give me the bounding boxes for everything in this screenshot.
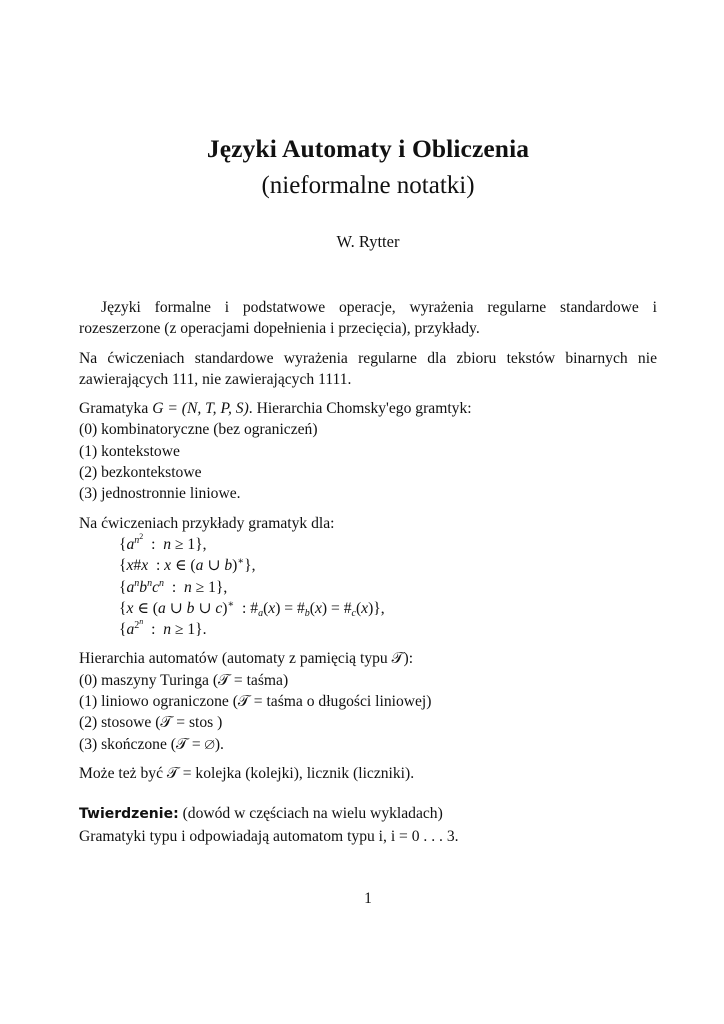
- automata-level: (1) liniowo ograniczone (𝒯 = taśma o długości liniowej): [79, 693, 432, 711]
- theorem-section: [79, 803, 657, 847]
- page-number: 1: [364, 890, 372, 907]
- theorem-label: Twierdzenie:: [79, 806, 179, 823]
- grammar-level: (1) kontekstowe: [79, 442, 180, 460]
- grammar-level: (0) kombinatoryczne (bez ograniczeń): [79, 421, 318, 439]
- theorem-heading: [79, 803, 657, 825]
- example-language: {$a^{2^n}$ : n ≥ 1}.: [119, 617, 207, 639]
- document-subtitle: (nieformalne notatki): [261, 172, 475, 199]
- document-body: [79, 297, 657, 847]
- examples-section: [79, 513, 657, 641]
- theorem-statement: Gramatyki typu i odpowiadają automatom typu i, i = 0 . . . 3.: [79, 827, 459, 845]
- document-author: W. Rytter: [336, 232, 400, 251]
- example-language: {x#x : x ∈ (a ∪ b)∗},: [119, 556, 256, 575]
- grammar-level: (2) bezkontekstowe: [79, 464, 202, 482]
- examples-intro: Na ćwiczeniach przykłady gramatyk dla:: [79, 514, 335, 532]
- automata-intro: Hierarchia automatów (automaty z pamięcią typu 𝒯):: [79, 650, 414, 668]
- theorem-note: (dowód w częściach na wielu wykladach): [182, 805, 443, 823]
- exercise-paragraph: Na ćwiczeniach standardowe wyrażenia regularne dla zbioru tekstów binarnych nie zawierających 111, nie zawierających 1111.: [79, 349, 657, 388]
- automata-extra: Może też być 𝒯 = kolejka (kolejki), licznik (liczniki).: [79, 764, 415, 782]
- automata-level: (0) maszyny Turinga (𝒯 = taśma): [79, 671, 289, 689]
- example-language: {$a^{n^2}$ : n ≥ 1},: [119, 531, 207, 553]
- grammar-section: [79, 398, 657, 504]
- example-language: {$a^nb^nc^n$ : n ≥ 1},: [119, 577, 228, 596]
- grammar-tuple: G = (N, T, P, S): [152, 400, 249, 418]
- automata-level: (2) stosowe (𝒯 = stos ): [79, 714, 223, 732]
- document-title: Języki Automaty i Obliczenia: [206, 134, 530, 163]
- automata-level: (3) skończone (𝒯 = ∅).: [79, 735, 224, 753]
- grammar-heading: Gramatyka G = (N, T, P, S). Hierarchia Chomsky'ego gramtyk:: [79, 400, 472, 418]
- example-language: {x ∈ (a ∪ b ∪ c)∗ : $\#_a(x)$ = $\#_b(x)$ = $\#_c(x)$},: [119, 598, 385, 619]
- automata-section: [79, 648, 657, 784]
- intro-paragraph: Języki formalne i podstatwowe operacje, wyrażenia regularne standardowe i rozeszerzone (z operacjami dopełnienia i przecięcia), przykłady.: [79, 299, 657, 338]
- grammar-level: (3) jednostronnie liniowe.: [79, 485, 241, 503]
